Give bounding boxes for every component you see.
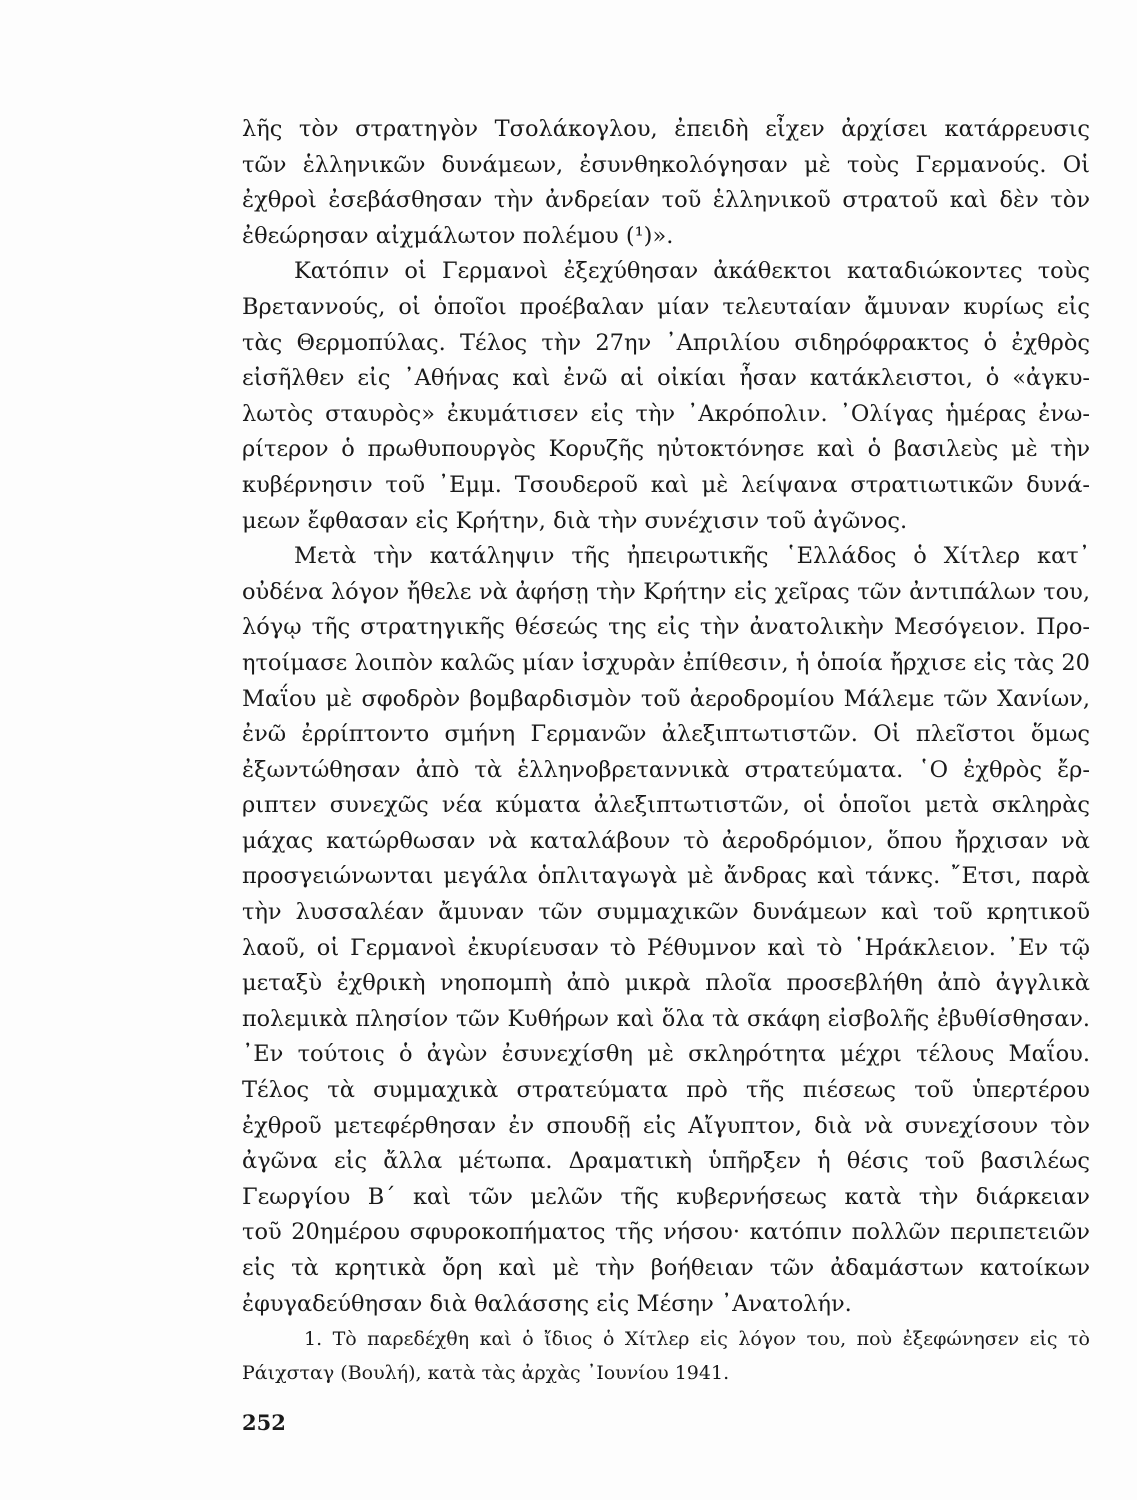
text-line: λῆς τὸν στρατηγὸν Τσολάκογλου, ἐπειδὴ εἶχεν ἀρχίσει κατάρρευσις (242, 116, 1090, 142)
text-line: προσγειώνωνται μεγάλα ὁπλιταγωγὰ μὲ ἄνδρας καὶ τάνκς. ῎Ετσι, παρὰ (242, 863, 1090, 890)
text-line: κυβέρνησιν τοῦ ᾽Εμμ. Τσουδεροῦ καὶ μὲ λείψανα στρατιωτικῶν δυνά- (242, 471, 1090, 498)
text-line: πολεμικὰ πλησίον τῶν Κυθήρων καὶ ὅλα τὰ σκάφη εἰσβολῆς ἐβυθίσθησαν. (242, 1005, 1090, 1032)
text-line: ἐχθροῦ μετεφέρθησαν ἐν σπουδῇ εἰς Αἴγυπτον, διὰ νὰ συνεχίσουν τὸν (242, 1112, 1090, 1139)
text-line: ἐθεώρησαν αἰχμάλωτον πολέμου (¹)». (242, 222, 674, 249)
text-line: οὐδένα λόγον ἤθελε νὰ ἀφήσῃ τὴν Κρήτην εἰς χεῖρας τῶν ἀντιπάλων του, (242, 578, 1090, 605)
text-line: Μετὰ τὴν κατάληψιν τῆς ἠπειρωτικῆς ῾Ελλάδος ὁ Χίτλερ κατ᾽ (294, 543, 1090, 570)
text-line: ἐξωντώθησαν ἀπὸ τὰ ἑλληνοβρεταννικὰ στρατεύματα. ῾Ο ἐχθρὸς ἔρ- (242, 756, 1090, 783)
text-line: ἐνῶ ἐρρίπτοντο σμήνη Γερμανῶν ἀλεξιπτωτιστῶν. Οἱ πλεῖστοι ὅμως (242, 721, 1090, 748)
text-line: Τέλος τὰ συμμαχικὰ στρατεύματα πρὸ τῆς πιέσεως τοῦ ὑπερτέρου (242, 1077, 1090, 1104)
page-number: 252 (242, 1410, 286, 1435)
text-line: μεταξὺ ἐχθρικὴ νηοπομπὴ ἀπὸ μικρὰ πλοῖα προσεβλήθη ἀπὸ ἀγγλικὰ (242, 970, 1090, 997)
text-line: μεων ἔφθασαν εἰς Κρήτην, διὰ τὴν συνέχισιν τοῦ ἀγῶνος. (242, 507, 908, 534)
body-text (242, 112, 1090, 1322)
text-line: Βρεταννούς, οἱ ὁποῖοι προέβαλαν μίαν τελευταίαν ἄμυναν κυρίως εἰς (242, 293, 1090, 320)
text-line: ητοίμασε λοιπὸν καλῶς μίαν ἰσχυρὰν ἐπίθεσιν, ἡ ὁποία ἤρχισε εἰς τὰς 20 (242, 649, 1090, 676)
text-line: ἐχθροὶ ἐσεβάσθησαν τὴν ἀνδρείαν τοῦ ἑλληνικοῦ στρατοῦ καὶ δὲν τὸν (242, 187, 1090, 214)
text-line: Κατόπιν οἱ Γερμανοὶ ἐξεχύθησαν ἀκάθεκτοι καταδιώκοντες τοὺς (294, 258, 1090, 285)
footnote-line: 1. Τὸ παρεδέχθη καὶ ὁ ἴδιος ὁ Χίτλερ εἰς λόγον του, ποὺ ἐξεφώνησεν εἰς τὸ (304, 1328, 1090, 1350)
text-line: λόγῳ τῆς στρατηγικῆς θέσεώς της εἰς τὴν ἀνατολικὴν Μεσόγειον. Προ- (242, 614, 1090, 641)
text-line: εἰς τὰ κρητικὰ ὄρη καὶ μὲ τὴν βοήθειαν τῶν ἀδαμάστων κατοίκων (242, 1255, 1090, 1281)
text-line: μάχας κατώρθωσαν νὰ καταλάβουν τὸ ἀεροδρόμιον, ὅπου ἤρχισαν νὰ (242, 827, 1090, 854)
footnotes (242, 1322, 1090, 1390)
text-line: τὴν λυσσαλέαν ἄμυναν τῶν συμμαχικῶν δυνάμεων καὶ τοῦ κρητικοῦ (242, 899, 1090, 926)
text-line: ρίτερον ὁ πρωθυπουργὸς Κορυζῆς ηὐτοκτόνησε καὶ ὁ βασιλεὺς μὲ τὴν (242, 436, 1090, 463)
text-line: τοῦ 20ημέρου σφυροκοπήματος τῆς νήσου· κατόπιν πολλῶν περιπετειῶν (242, 1219, 1090, 1246)
text-line: τὰς Θερμοπύλας. Τέλος τὴν 27ην ᾽Απριλίου σιδηρόφρακτος ὁ ἐχθρὸς (242, 329, 1090, 356)
text-line: εἰσῆλθεν εἰς ᾽Αθήνας καὶ ἐνῶ αἱ οἰκίαι ἦσαν κατάκλειστοι, ὁ «ἀγκυ- (242, 365, 1090, 392)
text-line: τῶν ἑλληνικῶν δυνάμεων, ἐσυνθηκολόγησαν μὲ τοὺς Γερμανούς. Οἱ (242, 151, 1090, 178)
text-line: λαοῦ, οἱ Γερμανοὶ ἐκυρίευσαν τὸ Ρέθυμνον καὶ τὸ ῾Ηράκλειον. ᾽Εν τῷ (242, 934, 1090, 961)
text-line: ἐφυγαδεύθησαν διὰ θαλάσσης εἰς Μέσην ᾽Ανατολήν. (242, 1290, 852, 1317)
text-line: λωτὸς σταυρὸς» ἐκυμάτισεν εἰς τὴν ᾽Ακρόπολιν. ᾽Ολίγας ἡμέρας ἐνω- (242, 400, 1090, 427)
text-line: Μαΐου μὲ σφοδρὸν βομβαρδισμὸν τοῦ ἀεροδρομίου Μάλεμε τῶν Χανίων, (242, 685, 1090, 712)
text-line: Γεωργίου Β΄ καὶ τῶν μελῶν τῆς κυβερνήσεως κατὰ τὴν διάρκειαν (242, 1183, 1090, 1210)
text-line: ριπτεν συνεχῶς νέα κύματα ἀλεξιπτωτιστῶν, οἱ ὁποῖοι μετὰ σκληρὰς (242, 792, 1090, 819)
footnote-line: Ράιχσταγ (Βουλή), κατὰ τὰς ἀρχὰς ᾽Ιουνίου 1941. (242, 1362, 730, 1384)
text-line: ᾽Εν τούτοις ὁ ἀγὼν ἐσυνεχίσθη μὲ σκληρότητα μέχρι τέλους Μαΐου. (242, 1041, 1090, 1068)
text-line: ἀγῶνα εἰς ἄλλα μέτωπα. Δραματικὴ ὑπῆρξεν ἡ θέσις τοῦ βασιλέως (242, 1148, 1090, 1175)
